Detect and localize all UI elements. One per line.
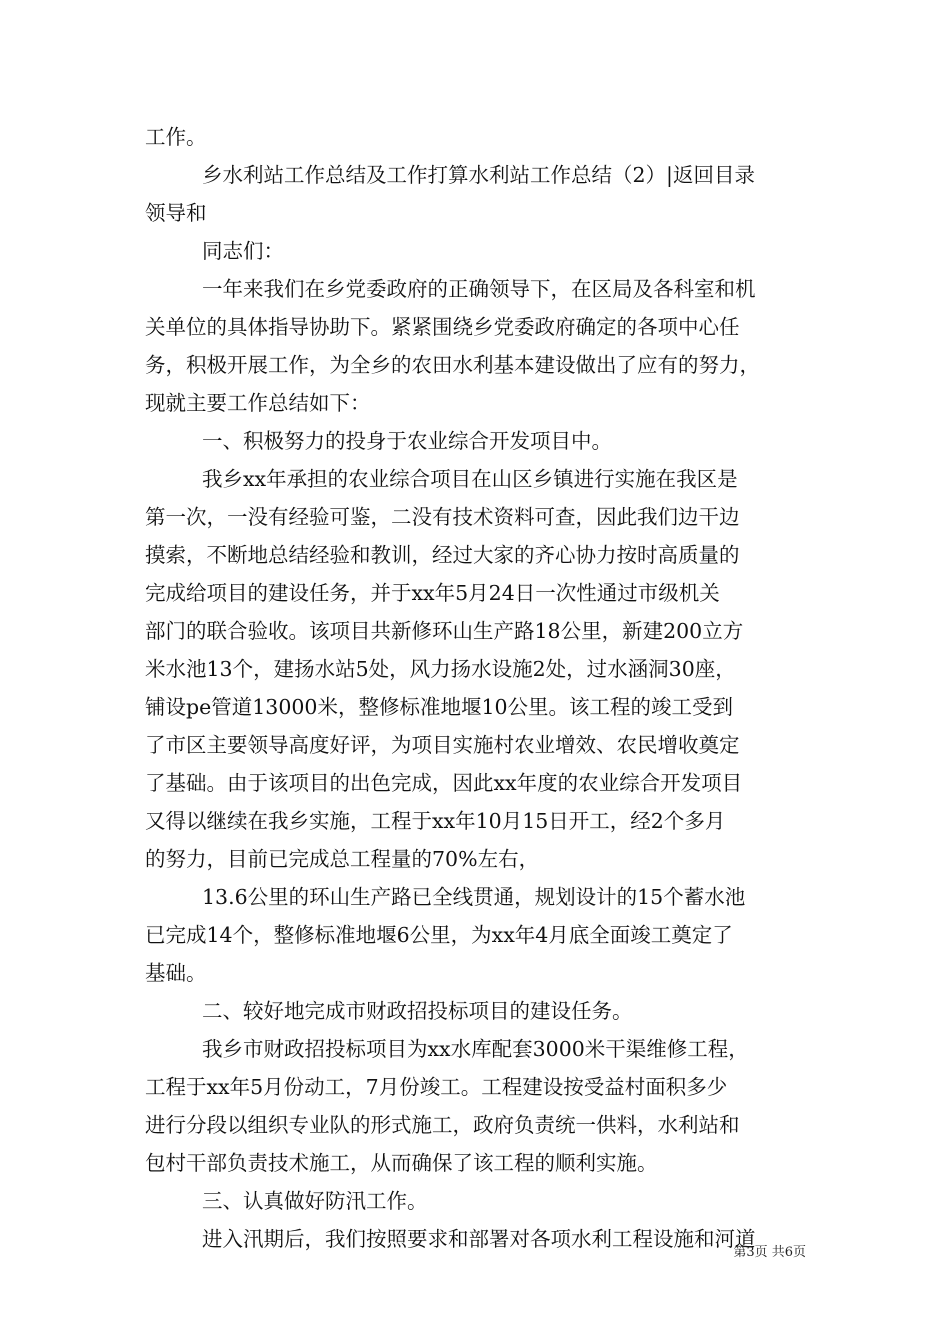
text-line: 我乡市财政招投标项目为xx水库配套3000米干渠维修工程， bbox=[202, 1037, 749, 1061]
text-line: 同志们： bbox=[202, 239, 284, 263]
text-line: 一、积极努力的投身于农业综合开发项目中。 bbox=[202, 429, 612, 453]
text-line: 完成给项目的建设任务，并于xx年5月24日一次性通过市级机关 bbox=[145, 581, 720, 605]
text-line: 我乡xx年承担的农业综合项目在山区乡镇进行实施在我区是 bbox=[202, 467, 738, 491]
text-line: 的努力，目前已完成总工程量的70%左右， bbox=[145, 847, 540, 871]
text-line: 部门的联合验收。该项目共新修环山生产路18公里，新建200立方 bbox=[145, 619, 744, 643]
text-line: 了市区主要领导高度好评，为项目实施村农业增效、农民增收奠定 bbox=[145, 733, 740, 757]
text-line: 包村干部负责技术施工，从而确保了该工程的顺利实施。 bbox=[145, 1151, 658, 1175]
text-line: 领导和 bbox=[145, 201, 207, 225]
text-line: 铺设pe管道13000米，整修标准地堰10公里。该工程的竣工受到 bbox=[145, 695, 734, 719]
text-line: 米水池13个，建扬水站5处，风力扬水设施2处，过水涵洞30座， bbox=[145, 657, 736, 681]
text-line: 乡水利站工作总结及工作打算水利站工作总结（2）|返回目录 bbox=[202, 163, 755, 187]
text-line: 一年来我们在乡党委政府的正确领导下，在区局及各科室和机 bbox=[202, 277, 756, 301]
text-line: 工程于xx年5月份动工，7月份竣工。工程建设按受益村面积多少 bbox=[145, 1075, 728, 1099]
text-line: 工作。 bbox=[145, 125, 207, 149]
text-line: 二、较好地完成市财政招投标项目的建设任务。 bbox=[202, 999, 633, 1023]
text-line: 现就主要工作总结如下： bbox=[145, 391, 371, 415]
text-line: 关单位的具体指导协助下。紧紧围绕乡党委政府确定的各项中心任 bbox=[145, 315, 740, 339]
text-line: 了基础。由于该项目的出色完成，因此xx年度的农业综合开发项目 bbox=[145, 771, 743, 795]
text-line: 三、认真做好防汛工作。 bbox=[202, 1189, 428, 1213]
text-line: 务，积极开展工作，为全乡的农田水利基本建设做出了应有的努力， bbox=[145, 353, 760, 377]
text-line: 已完成14个，整修标准地堰6公里，为xx年4月底全面竣工奠定了 bbox=[145, 923, 733, 947]
text-line: 第一次，一没有经验可鉴，二没有技术资料可查，因此我们边干边 bbox=[145, 505, 740, 529]
document-body bbox=[145, 118, 810, 1258]
text-line: 又得以继续在我乡实施，工程于xx年10月15日开工，经2个多月 bbox=[145, 809, 726, 833]
text-line: 摸索，不断地总结经验和教训，经过大家的齐心协力按时高质量的 bbox=[145, 543, 740, 567]
text-line: 进行分段以组织专业队的形式施工，政府负责统一供料，水利站和 bbox=[145, 1113, 740, 1137]
text-line: 基础。 bbox=[145, 961, 207, 985]
page-number: 第3页 共6页 bbox=[733, 1245, 806, 1260]
text-line: 13.6公里的环山生产路已全线贯通，规划设计的15个蓄水池 bbox=[202, 885, 746, 909]
text-line: 进入汛期后，我们按照要求和部署对各项水利工程设施和河道 bbox=[202, 1227, 756, 1251]
